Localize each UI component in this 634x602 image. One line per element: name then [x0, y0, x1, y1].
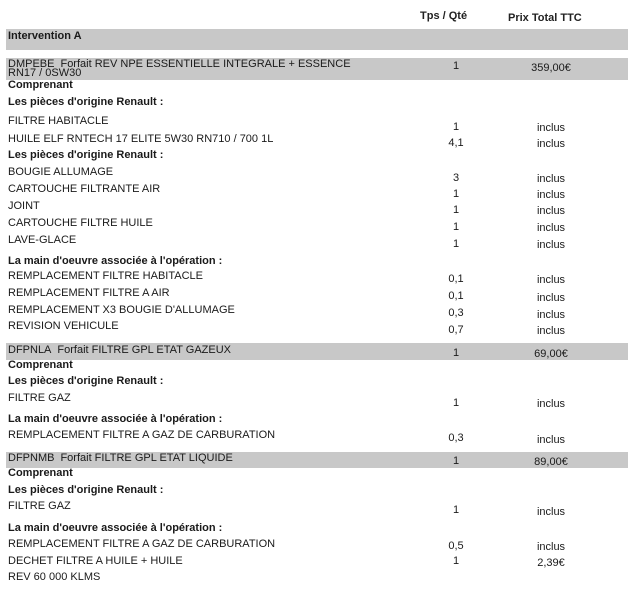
package-price: 359,00€: [531, 62, 571, 74]
parts-title-row: [0, 375, 634, 391]
labor-label: REMPLACEMENT FILTRE A GAZ DE CARBURATION: [8, 429, 276, 441]
line-item-qty: 1: [452, 238, 460, 250]
labor-price: inclus: [536, 274, 566, 286]
package-name: Forfait FILTRE GPL ETAT LIQUIDE: [60, 452, 233, 464]
line-item-row: [0, 115, 634, 134]
line-item-price: inclus: [536, 122, 566, 134]
line-item-price: inclus: [536, 173, 566, 185]
line-item-price: inclus: [536, 138, 566, 150]
extra-line-price: 2,39€: [537, 557, 565, 569]
package-price: 89,00€: [534, 456, 568, 468]
line-item-qty: 1: [452, 221, 460, 233]
line-item-label: LAVE-GLACE: [8, 234, 77, 246]
line-item-label: CARTOUCHE FILTRANTE AIR: [8, 183, 161, 195]
package-name: Forfait REV NPE ESSENTIELLE INTEGRALE + ESSENCE: [60, 58, 351, 70]
extra-line-row: [0, 555, 634, 571]
line-item-row: [0, 166, 634, 185]
line-item-label: HUILE ELF RNTECH 17 ELITE 5W30 RN710 / 700 1L: [8, 133, 274, 145]
labor-title: La main d'oeuvre associée à l'opération :: [8, 255, 223, 267]
package-name: Forfait FILTRE GPL ETAT GAZEUX: [57, 344, 231, 356]
comprenant-row: [0, 467, 634, 483]
line-item-price: inclus: [536, 189, 566, 201]
extra-note-row: [0, 571, 634, 587]
labor-qty: 0,3: [448, 432, 464, 444]
line-item-qty: 1: [452, 204, 460, 216]
labor-label: REMPLACEMENT FILTRE A GAZ DE CARBURATION: [8, 538, 276, 550]
parts-title: Les pièces d'origine Renault :: [8, 375, 164, 387]
labor-row: [0, 304, 634, 320]
line-item-label: FILTRE HABITACLE: [8, 115, 109, 127]
line-item-label: BOUGIE ALLUMAGE: [8, 166, 114, 178]
comprenant-label: Comprenant: [8, 359, 73, 371]
parts-title-row: [0, 149, 634, 165]
package-price: 69,00€: [534, 348, 568, 360]
line-item-row: [0, 217, 634, 233]
line-item-price: inclus: [536, 222, 566, 234]
line-item-qty: 3: [452, 172, 460, 184]
line-item-row: [0, 234, 634, 250]
parts-title: Les pièces d'origine Renault :: [8, 484, 164, 496]
line-item-qty: 1: [452, 397, 460, 409]
package-row: [0, 344, 634, 360]
comprenant-label: Comprenant: [8, 79, 73, 91]
extra-line-label: DECHET FILTRE A HUILE + HUILE: [8, 555, 183, 567]
labor-qty: 0,1: [448, 290, 464, 302]
line-item-label: JOINT: [8, 200, 40, 212]
line-item-qty: 1: [452, 504, 460, 516]
labor-row: [0, 429, 634, 445]
labor-qty: 0,7: [448, 324, 464, 336]
labor-label: REMPLACEMENT FILTRE A AIR: [8, 287, 170, 299]
line-item-price: inclus: [536, 205, 566, 217]
labor-row: [0, 538, 634, 554]
labor-title-row: [0, 255, 634, 271]
labor-price: inclus: [536, 434, 566, 446]
labor-price: inclus: [536, 325, 566, 337]
line-item-row: [0, 200, 634, 216]
comprenant-row: [0, 359, 634, 375]
line-item-row: [0, 392, 634, 408]
line-item-qty: 1: [452, 188, 460, 200]
parts-title-row: [0, 96, 634, 112]
labor-qty: 0,5: [448, 540, 464, 552]
line-item-label: FILTRE GAZ: [8, 500, 71, 512]
qty-column-header: Tps / Qté: [420, 10, 468, 22]
labor-title: La main d'oeuvre associée à l'opération :: [8, 522, 223, 534]
package-code: DFPNLA: [8, 344, 52, 356]
labor-label: REVISION VEHICULE: [8, 320, 119, 332]
labor-label: REMPLACEMENT FILTRE HABITACLE: [8, 270, 203, 282]
line-item-qty: 1: [452, 121, 460, 133]
labor-row: [0, 270, 634, 286]
labor-price: inclus: [536, 541, 566, 553]
line-item-row: [0, 183, 634, 199]
extra-line-qty: 1: [452, 555, 460, 567]
package-qty: 1: [452, 455, 460, 467]
labor-row: [0, 287, 634, 303]
package-name-continuation: RN17 / 0SW30: [8, 67, 82, 79]
labor-qty: 0,1: [448, 273, 464, 285]
labor-title: La main d'oeuvre associée à l'opération :: [8, 413, 223, 425]
comprenant-row: [0, 79, 634, 95]
line-item-price: inclus: [536, 239, 566, 251]
package-qty: 1: [452, 60, 460, 72]
parts-title-row: [0, 484, 634, 500]
labor-price: inclus: [536, 309, 566, 321]
intervention-title-row: [0, 30, 634, 46]
parts-title: Les pièces d'origine Renault :: [8, 149, 164, 161]
labor-row: [0, 320, 634, 336]
labor-price: inclus: [536, 292, 566, 304]
package-code: DFPNMB: [8, 452, 55, 464]
intervention-title: Intervention A: [8, 30, 82, 42]
line-item-label: CARTOUCHE FILTRE HUILE: [8, 217, 153, 229]
line-item-row: [0, 500, 634, 516]
extra-note: REV 60 000 KLMS: [8, 571, 101, 583]
line-item-row: [0, 133, 634, 149]
line-item-price: inclus: [536, 506, 566, 518]
line-item-qty: 4,1: [448, 137, 464, 149]
labor-label: REMPLACEMENT X3 BOUGIE D'ALLUMAGE: [8, 304, 235, 316]
parts-title: Les pièces d'origine Renault :: [8, 96, 164, 108]
price-column-header: Prix Total TTC: [508, 12, 582, 24]
labor-title-row: [0, 522, 634, 538]
package-row: [0, 452, 634, 468]
labor-qty: 0,3: [448, 307, 464, 319]
line-item-label: FILTRE GAZ: [8, 392, 71, 404]
comprenant-label: Comprenant: [8, 467, 73, 479]
labor-title-row: [0, 413, 634, 429]
package-code: DMPEBE: [8, 58, 55, 70]
package-qty: 1: [452, 347, 460, 359]
line-item-price: inclus: [536, 398, 566, 410]
